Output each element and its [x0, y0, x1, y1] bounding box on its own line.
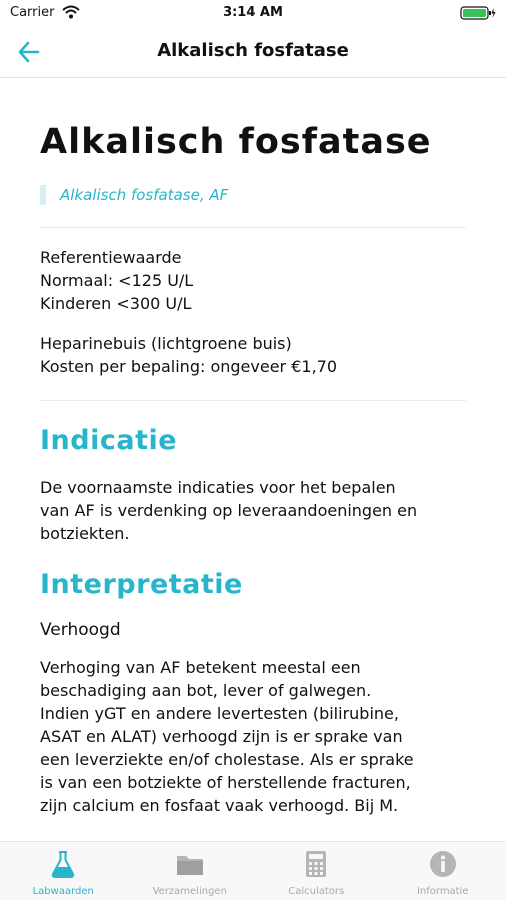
- section-title-indication: Indicatie: [40, 425, 178, 456]
- tab-informatie[interactable]: [380, 842, 506, 900]
- divider: [40, 227, 466, 228]
- tab-verzamelingen[interactable]: [127, 842, 254, 900]
- text-line: botziekten.: [40, 524, 130, 543]
- tab-label: Labwaarden: [32, 886, 94, 897]
- indication-text: [40, 476, 466, 545]
- tube-block: [40, 332, 466, 378]
- detail-content[interactable]: [0, 79, 506, 841]
- tab-label: Calculators: [288, 886, 345, 897]
- text-line: Verhoging van AF betekent meestal een: [40, 658, 361, 677]
- cost-per-test: Kosten per bepaling: ongeveer €1,70: [40, 357, 338, 376]
- tab-labwaarden[interactable]: [0, 842, 127, 900]
- page-title: Alkalisch fosfatase: [40, 122, 432, 162]
- text-line: is van een botziekte of herstellende fracturen,: [40, 773, 411, 792]
- status-bar: [0, 0, 506, 26]
- text-line: een leverziekte en/of cholestase. Als er sprake: [40, 750, 414, 769]
- subsection-title-elevated: Verhoogd: [40, 620, 121, 640]
- text-line: van AF is verdenking op leveraandoeningen en: [40, 501, 418, 520]
- reference-heading: Referentiewaarde: [40, 248, 182, 267]
- tube-type: Heparinebuis (lichtgroene buis): [40, 334, 292, 353]
- elevated-text: [40, 656, 466, 817]
- tab-label: Informatie: [416, 886, 469, 897]
- calculator-icon: [300, 848, 332, 880]
- reference-children: Kinderen <300 U/L: [40, 294, 192, 313]
- navigation-bar: [0, 26, 506, 78]
- carrier-label: Carrier: [10, 5, 55, 20]
- text-line: beschadiging aan bot, lever of galwegen.: [40, 681, 372, 700]
- section-title-interpretation: Interpretatie: [40, 569, 243, 600]
- divider: [40, 400, 466, 401]
- tab-calculators[interactable]: [253, 842, 380, 900]
- text-line: ASAT en ALAT) verhoogd zijn is er sprake van: [40, 727, 403, 746]
- tab-bar: [0, 841, 506, 900]
- text-line: De voornaamste indicaties voor het bepalen: [40, 478, 396, 497]
- battery-icon: [460, 6, 496, 20]
- flask-icon: [47, 848, 79, 880]
- text-line: zijn calcium en fosfaat vaak verhoogd. Bij M.: [40, 796, 399, 815]
- reference-normal: Normaal: <125 U/L: [40, 271, 194, 290]
- text-line: Indien yGT en andere levertesten (bilirubine,: [40, 704, 399, 723]
- status-time: 3:14 AM: [223, 5, 283, 20]
- nav-title: Alkalisch fosfatase: [157, 40, 349, 61]
- folder-icon: [174, 848, 206, 880]
- info-icon: [427, 848, 459, 880]
- tab-label: Verzamelingen: [152, 886, 227, 897]
- reference-block: [40, 246, 466, 315]
- alias-quote: Alkalisch fosfatase, AF: [40, 185, 466, 205]
